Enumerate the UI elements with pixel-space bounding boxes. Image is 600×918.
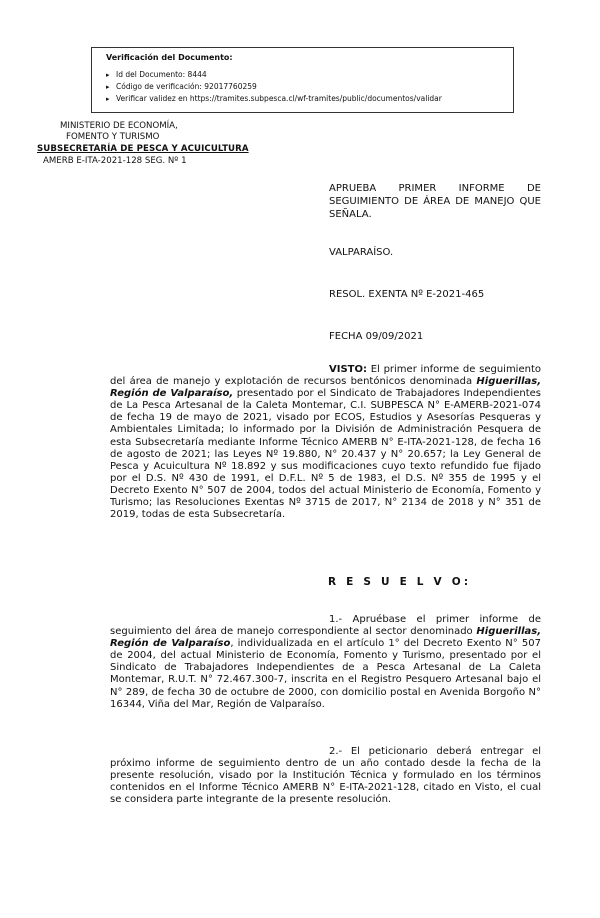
point1-text-before: 1.- Apruébase el primer informe de seguimiento del área de manejo correspondiente al sector denominado bbox=[110, 614, 541, 638]
point1-text-after: , individualizada en el artículo 1° del Decreto Exento N° 507 de 2004, del actual Ministerio de Economía, Fomento y Turismo, presentado por el Sindicato de Trabajadores Independientes de a Pesca Artesanal de La Caleta Montemar, R.U.T. N° 72.467.300-7, inscrita en el Registro Pesquero Artesanal bajo el N° 289, de fecha 30 de octubre de 2000, con domicilio postal en Avenida Borgoño N° 16344, Viña del Mar, Región de Valparaíso. bbox=[110, 638, 541, 710]
point1-area-name: Higuerillas, Región de Valparaíso bbox=[110, 626, 541, 650]
header-ministerio: MINISTERIO DE ECONOMÍA, bbox=[60, 121, 178, 131]
visto-paragraph bbox=[110, 364, 541, 521]
verification-box bbox=[91, 47, 514, 113]
resolution-point-2 bbox=[110, 746, 541, 806]
visto-label: VISTO: bbox=[329, 364, 367, 375]
document-date: FECHA 09/09/2021 bbox=[329, 331, 424, 342]
verification-code: ▸ Código de verificación: 92017760259 bbox=[106, 81, 499, 93]
verification-list bbox=[106, 69, 499, 105]
header-subsecretaria: SUBSECRETARÍA DE PESCA Y ACUICULTURA bbox=[37, 144, 249, 154]
visto-text-after: presentado por el Sindicato de Trabajadores Independientes de La Pesca Artesanal de la Caleta Montemar, C.I. SUBPESCA N° E-AMERB-2021-074 de fecha 19 de mayo de 2021, visado por ECOS, Estudios y Asesorías Pesqueras y Ambientales Limitada; lo informado por la División de Administración Pesquera de esta Subsecretaría mediante Informe Técnico AMERB N° E-ITA-2021-128, de fecha 16 de agosto de 2021; las Leyes Nº 19.880, N° 20.437 y N° 20.657; la Ley General de Pesca y Acuicultura Nº 18.892 y sus modificaciones cuyo texto refundido fue fijado por el D.S. Nº 430 de 1991, el D.F.L. Nº 5 de 1983, el D.S. Nº 355 de 1995 y el Decreto Exento N° 507 de 2004, todos del actual Ministerio de Economía, Fomento y Turismo; las Resoluciones Exentas Nº 3715 de 2017, N° 2134 de 2018 y N° 351 de 2019, todas de esta Subsecretaría. bbox=[110, 388, 541, 521]
point2-text: 2.- El peticionario deberá entregar el próximo informe de seguimiento dentro de un año contado desde la fecha de la presente resolución, visado por la Institución Técnica y formulado en los términos contenidos en el Informe Técnico AMERB N° E-ITA-2021-128, citado en Visto, el cual se considera parte integrante de la presente resolución. bbox=[110, 746, 541, 806]
document-place: VALPARAÍSO. bbox=[329, 247, 394, 258]
resolution-number: RESOL. EXENTA Nº E-2021-465 bbox=[329, 289, 485, 300]
resolution-point-1 bbox=[110, 614, 541, 711]
resuelvo-heading: R E S U E L V O: bbox=[328, 576, 472, 588]
header-reference: AMERB E-ITA-2021-128 SEG. Nº 1 bbox=[43, 156, 187, 166]
header-fomento: FOMENTO Y TURISMO bbox=[66, 132, 160, 142]
verification-url[interactable]: ▸ Verificar validez en https://tramites.subpesca.cl/wf-tramites/public/documentos/validar bbox=[106, 93, 499, 105]
visto-text-before: El primer informe de seguimiento del área de manejo y explotación de recursos bentónicos denominada bbox=[110, 364, 541, 388]
document-subject: APRUEBA PRIMER INFORME DE SEGUIMIENTO DE ÁREA DE MANEJO QUE SEÑALA. bbox=[329, 183, 541, 220]
verification-document-id: ▸ Id del Documento: 8444 bbox=[106, 69, 499, 81]
verification-title: Verificación del Documento: bbox=[106, 53, 233, 62]
visto-area-name: Higuerillas, Región de Valparaíso, bbox=[110, 376, 541, 400]
